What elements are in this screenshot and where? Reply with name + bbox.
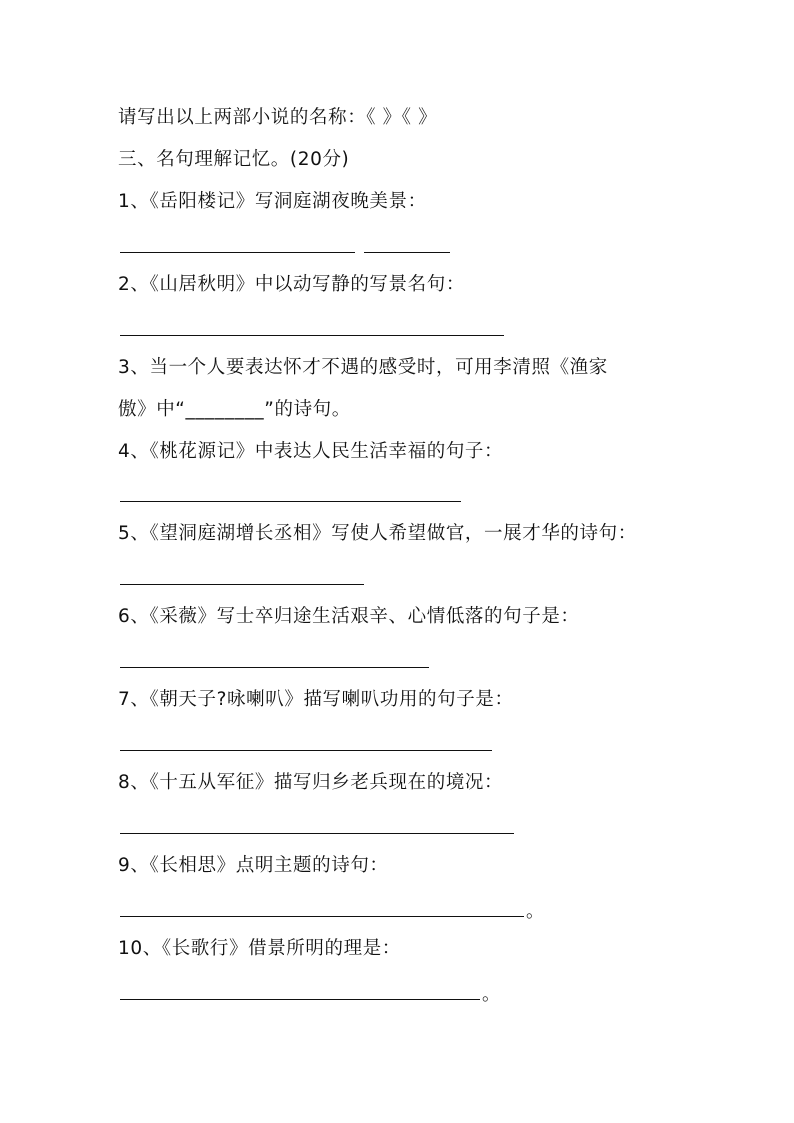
question-7-answer-blank[interactable]: [120, 749, 492, 751]
question-6-answer-blank[interactable]: [120, 666, 429, 668]
question-4-prompt: 4、《桃花源记》中表达人民生活幸福的句子：: [118, 441, 504, 462]
question-10-prompt: 10、《长歌行》借景所明的理是：: [118, 938, 401, 959]
intro-line: 请写出以上两部小说的名称：《 》《 》: [118, 107, 438, 128]
question-1-answer-blank-b[interactable]: [364, 251, 450, 253]
question-4-answer-blank[interactable]: [120, 500, 461, 502]
question-2-answer-blank[interactable]: [120, 334, 504, 336]
question-9-answer-period: 。: [526, 901, 544, 922]
question-10-answer-blank[interactable]: [120, 998, 480, 1000]
question-3-prompt-line1: 3、当一个人要表达怀才不遇的感受时，可用李清照《渔家: [118, 357, 608, 378]
question-7-prompt: 7、《朝天子?咏喇叭》描写喇叭功用的句子是：: [118, 689, 514, 710]
question-9-prompt: 9、《长相思》点明主题的诗句：: [118, 855, 389, 876]
question-1-prompt: 1、《岳阳楼记》写洞庭湖夜晚美景：: [118, 191, 427, 212]
question-10-answer-period: 。: [482, 984, 500, 1005]
question-8-prompt: 8、《十五从军征》描写归乡老兵现在的境况：: [118, 772, 504, 793]
question-5-prompt: 5、《望洞庭湖增长丞相》写使人希望做官，一展才华的诗句：: [118, 523, 637, 544]
question-6-prompt: 6、《采薇》写士卒归途生活艰辛、心情低落的句子是：: [118, 606, 580, 627]
question-3-prompt-line2: 傲》中“________”的诗句。: [118, 399, 351, 420]
question-9-answer-blank[interactable]: [120, 915, 524, 917]
question-2-prompt: 2、《山居秋明》中以动写静的写景名句：: [118, 274, 465, 295]
section-heading: 三、名句理解记忆。(20分): [118, 149, 350, 170]
question-1-answer-blank-a[interactable]: [120, 251, 355, 253]
question-5-answer-blank[interactable]: [120, 583, 364, 585]
question-8-answer-blank[interactable]: [120, 832, 514, 834]
